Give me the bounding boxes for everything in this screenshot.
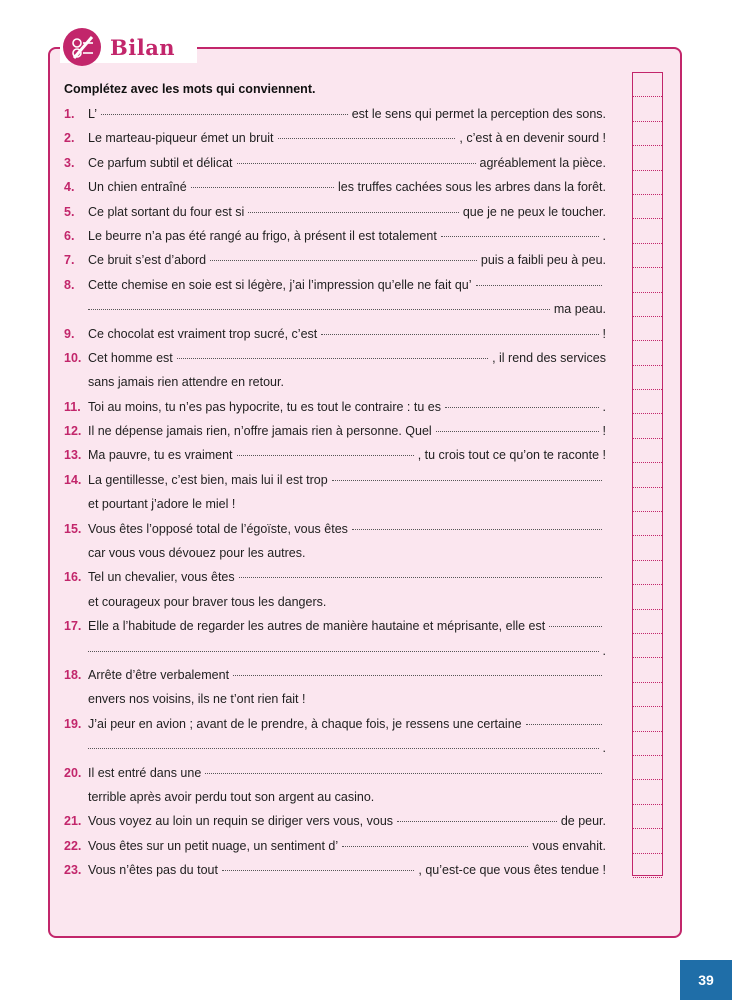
- exercise-text: Vous n’êtes pas du tout: [88, 863, 218, 878]
- exercise-item: [64, 175, 606, 199]
- exercise-text: car vous vous dévouez pour les autres.: [88, 546, 306, 561]
- exercise-item: [64, 761, 606, 785]
- exercise-text-end: vous envahit.: [532, 838, 606, 853]
- answer-blank[interactable]: [177, 358, 488, 359]
- check-cell[interactable]: [633, 780, 662, 804]
- check-cell[interactable]: [633, 439, 662, 463]
- exercise-text-end: de peur.: [560, 814, 606, 829]
- exercise-text-end: , tu crois tout ce qu’on te raconte !: [417, 448, 606, 463]
- exercise-continuation: [64, 687, 606, 711]
- exercise-item: [64, 858, 606, 882]
- check-cell[interactable]: [633, 829, 662, 853]
- exercise-item: [64, 712, 606, 736]
- answer-blank[interactable]: [210, 260, 477, 261]
- check-cell[interactable]: [633, 97, 662, 121]
- exercise-text: terrible après avoir perdu tout son argent au casino.: [88, 789, 375, 804]
- exercise-number: 16.: [64, 570, 82, 585]
- exercise-text: Un chien entraîné: [88, 180, 187, 195]
- exercise-text-end: !: [602, 326, 606, 341]
- exercise-text: J’ai peur en avion ; avant de le prendre, à chaque fois, je ressens une certaine: [88, 716, 522, 731]
- check-cell[interactable]: [633, 634, 662, 658]
- exercise-number: 14.: [64, 472, 82, 487]
- exercise-text: Ce parfum subtil et délicat: [88, 155, 233, 170]
- check-cell[interactable]: [633, 683, 662, 707]
- instructions: Complétez avec les mots qui conviennent.: [64, 82, 316, 96]
- answer-blank[interactable]: [332, 480, 602, 481]
- check-cell[interactable]: [633, 122, 662, 146]
- exercise-item: [64, 273, 606, 297]
- exercise-text: Ce bruit s’est d’abord: [88, 253, 207, 268]
- exercise-text-end: , c’est à en devenir sourd !: [459, 131, 606, 146]
- exercise-text: Arrête d’être verbalement: [88, 667, 230, 682]
- exercise-item: [64, 248, 606, 272]
- exercise-list: [64, 102, 606, 883]
- answer-blank[interactable]: [549, 626, 602, 627]
- answer-blank[interactable]: [233, 675, 602, 676]
- exercise-continuation: [64, 785, 606, 809]
- exercise-text-end: , qu’est-ce que vous êtes tendue !: [418, 863, 606, 878]
- check-cell[interactable]: [633, 658, 662, 682]
- exercise-text: envers nos voisins, ils ne t’ont rien fait !: [88, 692, 306, 707]
- exercise-text: La gentillesse, c’est bien, mais lui il est trop: [88, 472, 328, 487]
- exercise-item: [64, 126, 606, 150]
- answer-blank[interactable]: [278, 138, 456, 139]
- exercise-text-end: les truffes cachées sous les arbres dans la forêt.: [338, 180, 606, 195]
- exercise-number: 12.: [64, 424, 82, 439]
- check-cell[interactable]: [633, 390, 662, 414]
- exercise-number: 6.: [64, 228, 75, 243]
- exercise-text: et courageux pour braver tous les dangers.: [88, 594, 327, 609]
- check-cell[interactable]: [633, 488, 662, 512]
- exercise-item: [64, 663, 606, 687]
- exercise-number: 23.: [64, 863, 82, 878]
- answer-blank[interactable]: [445, 407, 599, 408]
- check-cell[interactable]: [633, 244, 662, 268]
- check-cell[interactable]: [633, 146, 662, 170]
- answer-blank[interactable]: [88, 748, 599, 749]
- exercise-text: Vous êtes l’opposé total de l’égoïste, vous êtes: [88, 521, 348, 536]
- check-cell[interactable]: [633, 341, 662, 365]
- exercise-text-end: .: [602, 228, 606, 243]
- check-cell[interactable]: [633, 536, 662, 560]
- answer-blank[interactable]: [101, 114, 348, 115]
- exercise-text-end: .: [602, 399, 606, 414]
- exercise-item: [64, 224, 606, 248]
- exercise-number: 8.: [64, 277, 75, 292]
- exercise-continuation: [64, 590, 606, 614]
- exercise-continuation: [64, 639, 606, 663]
- exercise-text: Vous êtes sur un petit nuage, un sentiment d’: [88, 838, 339, 853]
- answer-blank[interactable]: [248, 212, 458, 213]
- exercise-text: Cette chemise en soie est si légère, j’ai l’impression qu’elle ne fait qu’: [88, 277, 472, 292]
- exercise-number: 10.: [64, 350, 82, 365]
- exercise-text-end: agréablement la pièce.: [479, 155, 606, 170]
- answer-blank[interactable]: [237, 455, 414, 456]
- exercise-item: [64, 468, 606, 492]
- answer-blank[interactable]: [397, 821, 557, 822]
- exercise-continuation: [64, 541, 606, 565]
- exercise-item: [64, 809, 606, 833]
- exercise-continuation: [64, 736, 606, 760]
- check-cell[interactable]: [633, 756, 662, 780]
- check-cell[interactable]: [633, 610, 662, 634]
- exercise-text-end: puis a faibli peu à peu.: [480, 253, 606, 268]
- exercise-text: Il ne dépense jamais rien, n’offre jamais rien à personne. Quel: [88, 424, 432, 439]
- check-cell[interactable]: [633, 195, 662, 219]
- answer-check-column: [632, 72, 663, 876]
- exercise-number: 15.: [64, 521, 82, 536]
- exercise-text: Toi au moins, tu n’es pas hypocrite, tu es tout le contraire : tu es: [88, 399, 441, 414]
- exercise-continuation: [64, 492, 606, 516]
- exercise-number: 7.: [64, 253, 75, 268]
- exercise-text: Ma pauvre, tu es vraiment: [88, 448, 233, 463]
- exercise-text-end: !: [602, 424, 606, 439]
- exercise-item: [64, 565, 606, 589]
- exercise-number: 17.: [64, 619, 82, 634]
- answer-blank[interactable]: [441, 236, 599, 237]
- exercise-number: 13.: [64, 448, 82, 463]
- check-cell[interactable]: [633, 317, 662, 341]
- exercise-number: 21.: [64, 814, 82, 829]
- exercise-number: 11.: [64, 399, 81, 414]
- answer-blank[interactable]: [88, 309, 550, 310]
- answer-blank[interactable]: [205, 773, 602, 774]
- exercise-number: 4.: [64, 180, 75, 195]
- exercise-item: [64, 395, 606, 419]
- check-cell[interactable]: [633, 732, 662, 756]
- page-number: 39: [680, 960, 732, 1000]
- exercise-number: 9.: [64, 326, 75, 341]
- exercise-item: [64, 834, 606, 858]
- check-cell[interactable]: [633, 512, 662, 536]
- exercise-item: [64, 322, 606, 346]
- exercise-number: 22.: [64, 838, 82, 853]
- exercise-item: [64, 614, 606, 638]
- answer-blank[interactable]: [222, 870, 414, 871]
- exercise-number: 18.: [64, 667, 82, 682]
- check-cell[interactable]: [633, 73, 662, 97]
- answer-blank[interactable]: [191, 187, 334, 188]
- exercise-number: 3.: [64, 155, 75, 170]
- exercise-number: 1.: [64, 107, 75, 121]
- exercise-item: [64, 443, 606, 467]
- answer-blank[interactable]: [88, 651, 599, 652]
- check-cell[interactable]: [633, 707, 662, 731]
- answer-blank[interactable]: [476, 285, 602, 286]
- exercise-text: L’: [88, 107, 98, 121]
- answer-blank[interactable]: [237, 163, 476, 164]
- exercise-item: [64, 151, 606, 175]
- exercise-text: et pourtant j’adore le miel !: [88, 497, 236, 512]
- exercise-text-end: que je ne peux le toucher.: [462, 204, 606, 219]
- check-cell[interactable]: [633, 561, 662, 585]
- exercise-text: Vous voyez au loin un requin se diriger vers vous, vous: [88, 814, 394, 829]
- pencil-checklist-icon: [63, 28, 101, 66]
- section-title: Bilan: [110, 34, 176, 60]
- answer-blank[interactable]: [321, 334, 598, 335]
- exercise-text: Ce plat sortant du four est si: [88, 204, 245, 219]
- answer-blank[interactable]: [436, 431, 599, 432]
- exercise-number: 2.: [64, 131, 75, 146]
- exercise-text-end: , il rend des services: [492, 350, 606, 365]
- exercise-text-end: est le sens qui permet la perception des sons.: [351, 107, 606, 121]
- exercise-item: [64, 419, 606, 443]
- exercise-text-end: .: [602, 643, 606, 658]
- check-cell[interactable]: [633, 293, 662, 317]
- check-cell[interactable]: [633, 171, 662, 195]
- answer-blank[interactable]: [342, 846, 528, 847]
- exercise-text: Cet homme est: [88, 350, 173, 365]
- exercise-number: 20.: [64, 765, 82, 780]
- check-cell[interactable]: [633, 805, 662, 829]
- exercise-continuation: [64, 297, 606, 321]
- check-cell[interactable]: [633, 463, 662, 487]
- exercise-number: 5.: [64, 204, 75, 219]
- check-cell[interactable]: [633, 854, 662, 878]
- exercise-text: Le beurre n’a pas été rangé au frigo, à présent il est totalement: [88, 228, 437, 243]
- exercise-item: [64, 200, 606, 224]
- exercise-text: Il est entré dans une: [88, 765, 202, 780]
- exercise-text: Tel un chevalier, vous êtes: [88, 570, 235, 585]
- answer-blank[interactable]: [526, 724, 602, 725]
- check-cell[interactable]: [633, 366, 662, 390]
- exercise-item: [64, 346, 606, 370]
- check-cell[interactable]: [633, 585, 662, 609]
- exercise-text: Ce chocolat est vraiment trop sucré, c’est: [88, 326, 318, 341]
- exercise-number: 19.: [64, 716, 82, 731]
- exercise-text-end: .: [602, 741, 606, 756]
- check-cell[interactable]: [633, 268, 662, 292]
- exercise-text: Le marteau-piqueur émet un bruit: [88, 131, 274, 146]
- exercise-item: [64, 517, 606, 541]
- exercise-text-end: ma peau.: [553, 302, 606, 317]
- exercise-text: sans jamais rien attendre en retour.: [88, 375, 284, 390]
- exercise-continuation: [64, 370, 606, 394]
- answer-blank[interactable]: [239, 577, 602, 578]
- exercise-text: Elle a l’habitude de regarder les autres de manière hautaine et méprisante, elle est: [88, 619, 546, 634]
- exercise-item: [64, 102, 606, 126]
- check-cell[interactable]: [633, 219, 662, 243]
- check-cell[interactable]: [633, 414, 662, 438]
- answer-blank[interactable]: [352, 529, 602, 530]
